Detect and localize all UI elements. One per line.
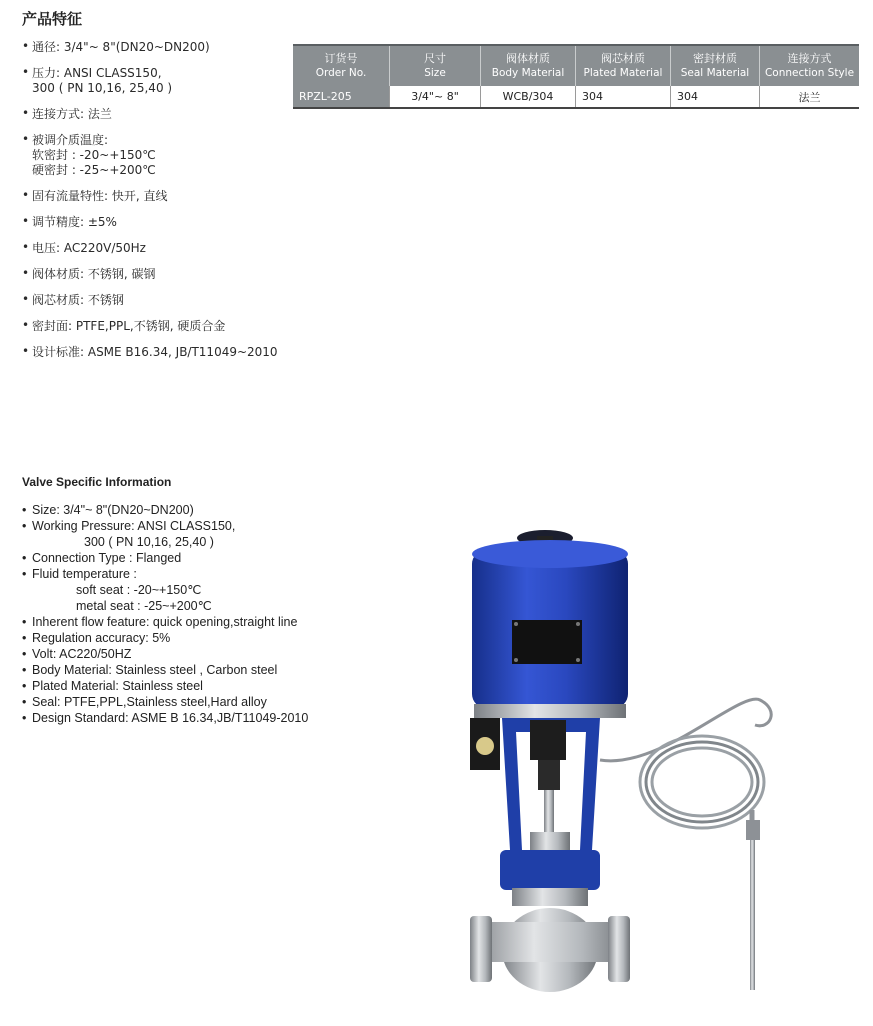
en-title: Valve Specific Information [22,475,172,489]
en-feature-item: • Design Standard: ASME B 16.34,JB/T11049-2010 [22,710,362,726]
en-feature-item: • Connection Type : Flanged [22,550,362,566]
en-feature-item: • Working Pressure: ANSI CLASS150, 300 ( PN 10,16, 25,40 ) [22,518,362,550]
temperature-sensor-cable [600,699,771,830]
cell-size: 3/4"~ 8" [390,86,481,108]
cn-feature-item: • 被调介质温度: 软密封 : -20~+150℃ 硬密封 : -25~+200℃ [22,133,302,178]
cn-feature-item: • 密封面: PTFE,PPL,不锈钢, 硬质合金 [22,319,302,334]
header-connection-style: 连接方式 Connection Style [760,45,860,86]
cn-feature-item: • 通径: 3/4"~ 8"(DN20~DN200) [22,40,302,55]
en-feature-item: • Inherent flow feature: quick opening,straight line [22,614,362,630]
en-feature-item: • Fluid temperature : soft seat : -20~+150℃ metal seat : -25~+200℃ [22,566,362,614]
cn-feature-list [22,40,302,371]
header-plated-material: 阀芯材质 Plated Material [576,45,671,86]
cn-feature-item: • 调节精度: ±5% [22,215,302,230]
cell-order-no: RPZL-205 [293,86,390,108]
cell-seal-material: 304 [671,86,760,108]
spec-table [293,44,859,109]
yoke [500,718,600,890]
en-feature-item: • Size: 3/4"~ 8"(DN20~DN200) [22,502,362,518]
en-feature-item: • Plated Material: Stainless steel [22,678,362,694]
en-feature-item: • Body Material: Stainless steel , Carbon steel [22,662,362,678]
cn-feature-item: • 阀芯材质: 不锈钢 [22,293,302,308]
cn-feature-item: • 阀体材质: 不锈钢, 碳钢 [22,267,302,282]
cn-title: 产品特征 [22,10,83,28]
cn-feature-item: • 电压: AC220V/50Hz [22,241,302,256]
header-size: 尺寸 Size [390,45,481,86]
header-body-material: 阀体材质 Body Material [481,45,576,86]
en-feature-item: • Regulation accuracy: 5% [22,630,362,646]
cn-feature-item: • 压力: ANSI CLASS150, 300 ( PN 10,16, 25,40 ) [22,66,302,96]
cell-connection-style: 法兰 [760,86,860,108]
electric-valve-photo [440,520,800,1020]
cn-feature-item: • 固有流量特性: 快开, 直线 [22,189,302,204]
en-feature-list [22,502,362,726]
cn-feature-item: • 连接方式: 法兰 [22,107,302,122]
header-order-no: 订货号 Order No. [293,45,390,86]
sensor-probe [746,820,760,990]
valve-body [470,888,630,992]
header-seal-material: 密封材质 Seal Material [671,45,760,86]
cn-feature-item: • 设计标准: ASME B16.34, JB/T11049~2010 [22,345,302,360]
cell-plated-material: 304 [576,86,671,108]
spec-table-header-row [293,45,859,86]
en-feature-item: • Seal: PTFE,PPL,Stainless steel,Hard alloy [22,694,362,710]
en-feature-item: • Volt: AC220/50HZ [22,646,362,662]
table-row [293,86,859,108]
control-box [470,718,500,770]
actuator [472,540,628,718]
cell-body-material: WCB/304 [481,86,576,108]
